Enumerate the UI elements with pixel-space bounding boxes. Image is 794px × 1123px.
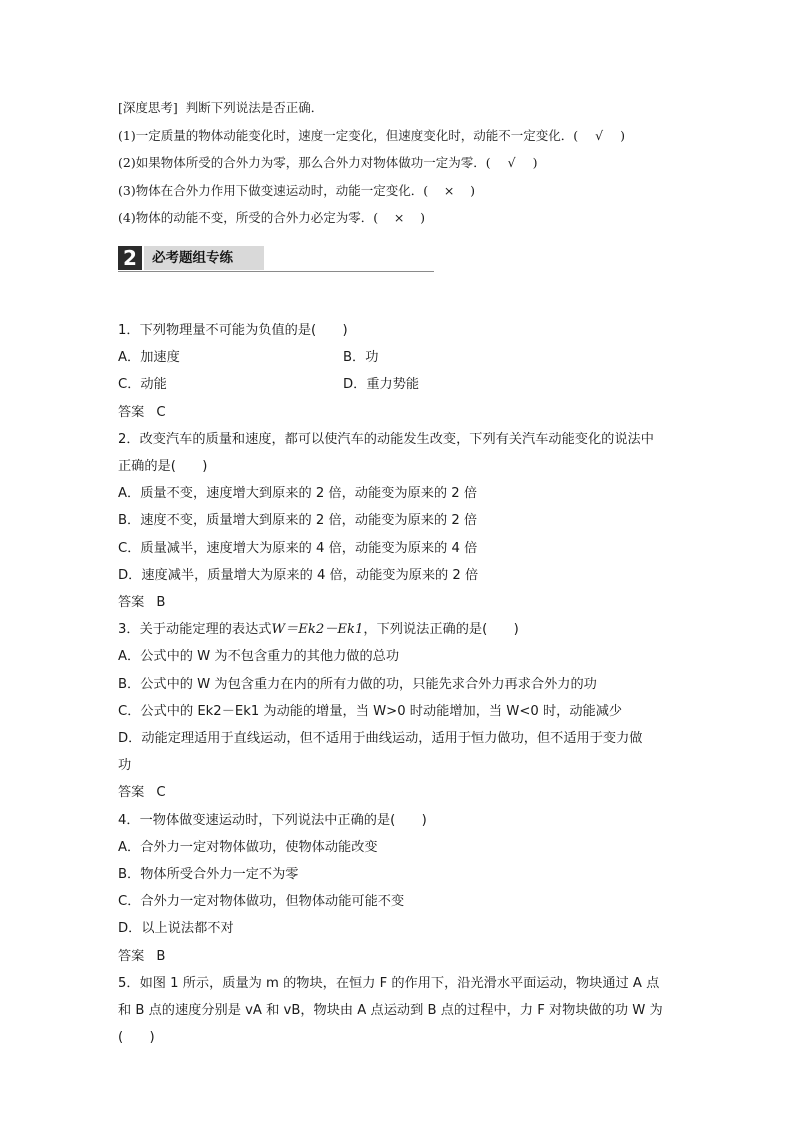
option-c: C．质量减半，速度增大为原来的 4 倍，动能变为原来的 4 倍 xyxy=(118,540,478,556)
option-a: A．加速度 xyxy=(118,350,180,366)
close-paren: ) xyxy=(532,155,538,170)
section-title: 必考题组专练 xyxy=(152,250,233,266)
option-d-continued: 功 xyxy=(118,758,132,774)
deep-think-item xyxy=(118,149,718,177)
deep-think-heading-line xyxy=(118,94,718,122)
option-d: D．速度减半，质量增大为原来的 4 倍，动能变为原来的 2 倍 xyxy=(118,567,479,583)
question-1-answer xyxy=(118,399,688,426)
option-d: D．以上说法都不对 xyxy=(118,921,234,937)
option-c: C．公式中的 Ek2－Ek1 为动能的增量，当 W>0 时动能增加，当 W<0 时，动能减少 xyxy=(118,703,623,719)
question-3-stem-prefix: 3．关于动能定理的表达式 xyxy=(118,622,272,638)
option-b: B．速度不变，质量增大到原来的 2 倍，动能变为原来的 2 倍 xyxy=(118,513,478,529)
question-3-stem xyxy=(118,616,688,643)
answer-label: 答案 xyxy=(118,595,145,611)
option-b: B．功 xyxy=(343,350,379,366)
option-a: A．合外力一定对物体做功，使物体动能改变 xyxy=(118,839,378,855)
deep-think-item-text: (1)一定质量的物体动能变化时，速度一定变化，但速度变化时，动能不一定变化．( xyxy=(118,127,579,143)
question-2-stem: 2．改变汽车的质量和速度，都可以使汽车的动能发生改变，下列有关汽车动能变化的说法中 xyxy=(118,431,654,447)
close-paren: ) xyxy=(470,182,475,198)
cross-mark: × xyxy=(443,182,455,198)
section-number: 2 xyxy=(118,246,142,270)
section-underline xyxy=(118,271,434,272)
answer-label: 答案 xyxy=(118,948,145,964)
question-list xyxy=(118,317,688,1051)
option-d: D．重力势能 xyxy=(343,377,420,393)
option-a: A．质量不变，速度增大到原来的 2 倍，动能变为原来的 2 倍 xyxy=(118,486,478,502)
check-mark: √ xyxy=(507,155,516,170)
question-2-stem-cont: 正确的是( ) xyxy=(118,459,208,475)
question-2-answer xyxy=(118,589,688,616)
deep-think-prompt: 判断下列说法是否正确． xyxy=(185,100,324,115)
question-4-stem: 4．一物体做变速运动时，下列说法中正确的是( ) xyxy=(118,812,427,828)
deep-think-item-text: (3)物体在合外力作用下做变速运动时，动能一定变化．( xyxy=(118,182,429,198)
answer-value: B xyxy=(156,595,166,611)
option-d: D．动能定理适用于直线运动，但不适用于曲线运动，适用于恒力做功，但不适用于变力做 xyxy=(118,731,643,747)
deep-think-item xyxy=(118,122,718,150)
option-b: B．物体所受合外力一定不为零 xyxy=(118,867,299,883)
deep-think-heading: [深度思考] xyxy=(118,100,178,115)
answer-label: 答案 xyxy=(118,785,145,801)
deep-think-block xyxy=(118,94,718,232)
question-3-answer xyxy=(118,779,688,806)
option-c: C．合外力一定对物体做功，但物体动能可能不变 xyxy=(118,894,405,910)
option-c: C．动能 xyxy=(118,377,167,393)
option-b: B．公式中的 W 为包含重力在内的所有力做的功，只能先求合外力再求合外力的功 xyxy=(118,676,597,692)
deep-think-item-text: (2)如果物体所受的合外力为零，那么合外力对物体做功一定为零．( xyxy=(118,155,491,170)
question-4-answer xyxy=(118,943,688,970)
work-energy-formula: W＝Ek2－Ek1 xyxy=(271,622,364,638)
cross-mark: × xyxy=(393,210,405,225)
deep-think-item xyxy=(118,177,718,205)
deep-think-item-text: (4)物体的动能不变，所受的合外力必定为零．( xyxy=(118,210,379,225)
answer-value: B xyxy=(156,948,166,964)
deep-think-item xyxy=(118,204,718,232)
question-5-stem-cont: 和 B 点的速度分别是 vA 和 vB，物块由 A 点运动到 B 点的过程中，力 F 对物块做的功 W 为( ) xyxy=(118,1003,663,1046)
question-1-options-row xyxy=(118,344,688,371)
answer-value: C xyxy=(156,785,166,801)
section-header xyxy=(118,246,434,272)
option-a: A．公式中的 W 为不包含重力的其他力做的总功 xyxy=(118,649,400,665)
question-1-stem: 1．下列物理量不可能为负值的是( ) xyxy=(118,323,348,338)
answer-label: 答案 xyxy=(118,404,145,420)
check-mark: √ xyxy=(595,127,604,143)
question-1-options-row xyxy=(118,371,688,398)
question-5-stem: 5．如图 1 所示，质量为 m 的物块，在恒力 F 的作用下，沿光滑水平面运动，物块通过 A 点 xyxy=(118,975,660,991)
close-paren: ) xyxy=(420,210,425,225)
answer-value: C xyxy=(156,404,166,420)
close-paren: ) xyxy=(620,127,625,143)
question-3-stem-suffix: ，下列说法正确的是( ) xyxy=(363,622,519,638)
